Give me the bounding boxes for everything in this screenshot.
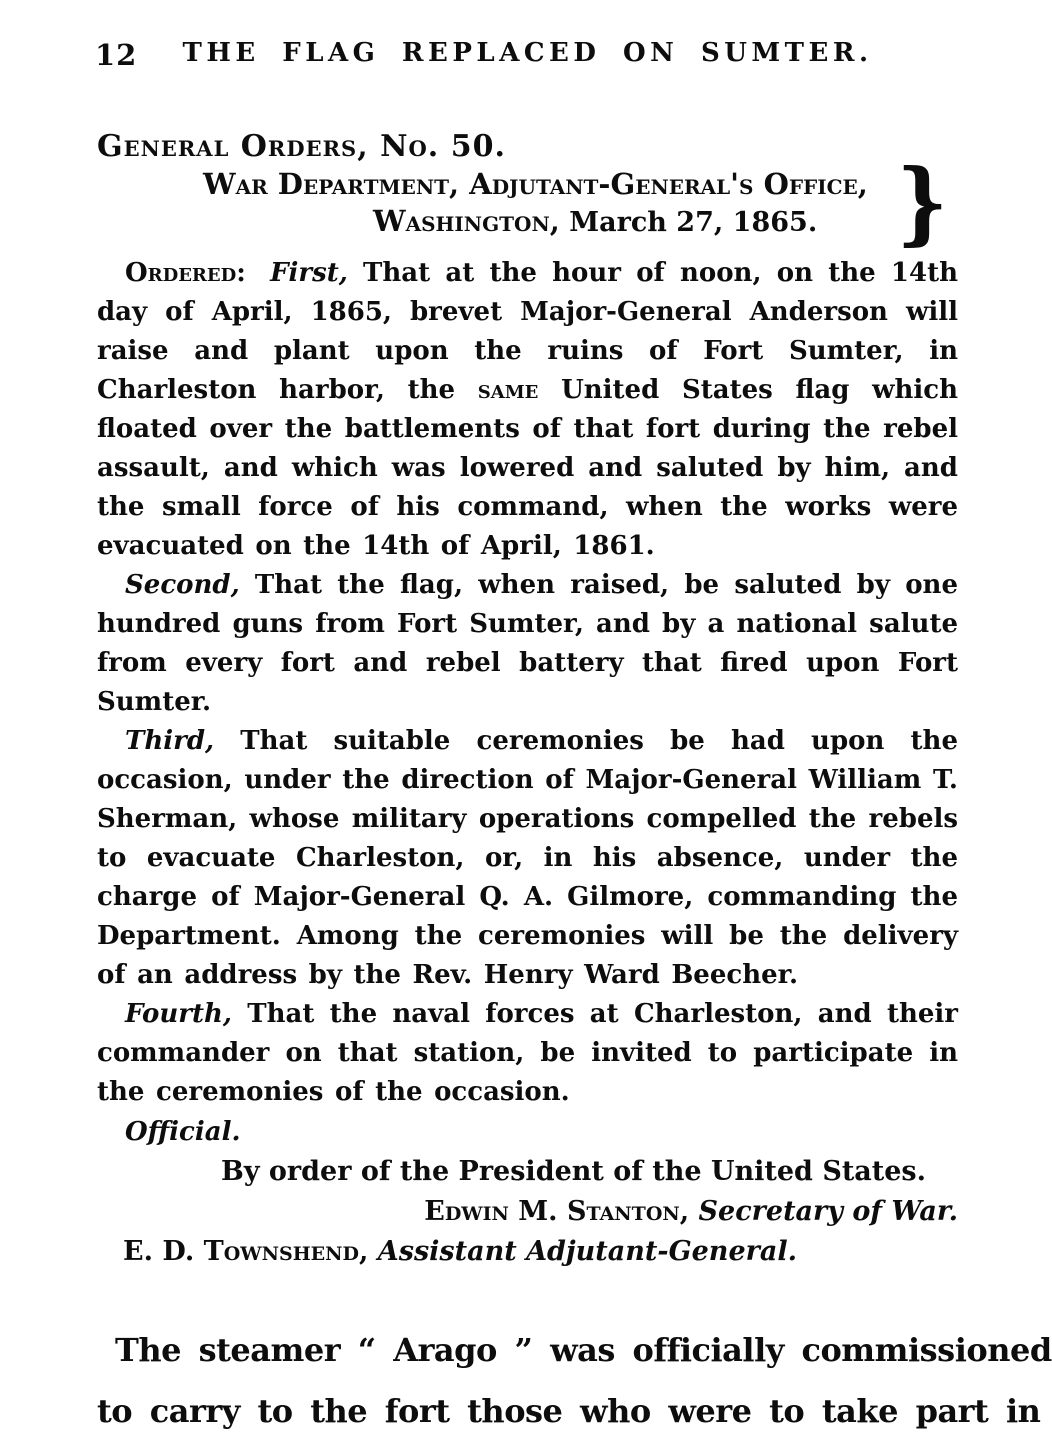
official-line: Official. — [125, 1117, 241, 1147]
running-header-title: THE FLAG REPLACED ON SUMTER. — [182, 38, 873, 68]
same-smallcaps: same — [477, 375, 539, 405]
signature-stanton — [97, 1192, 958, 1232]
signature-stanton-title: Secretary of War. — [698, 1196, 958, 1227]
general-order-section — [97, 128, 958, 1272]
signature-stanton-name: Edwin M. Stanton, — [424, 1196, 690, 1227]
order-dateline — [97, 149, 958, 255]
page-number: 12 — [95, 38, 138, 72]
dateline-brace-glyph: } — [896, 149, 948, 255]
order-paragraph-third — [97, 722, 958, 995]
dateline-department: War Department, Adjutant-General's Office, — [203, 167, 868, 201]
signature-townshend-name: E. D. Townshend, — [123, 1236, 369, 1267]
first-text-a: That at the hour of noon, on the 14th day of April, 1865, brevet Major-General Anderson will raise and plant upon the ruins of Fort Sumter, in Charleston harbor, the — [97, 258, 958, 405]
by-order-line: By order of the President of the United States. — [221, 1156, 927, 1187]
second-lead: Second, — [125, 570, 240, 600]
first-text-b: United States flag which floated over the battlements of that fort during the rebel assault, and which was lowered and saluted by him, and the small force of his command, when the works were evacuated on the 14th of April, 1861. — [97, 375, 958, 561]
first-lead: First, — [270, 258, 348, 288]
order-paragraph-fourth — [97, 995, 958, 1112]
dateline-place-date — [373, 203, 958, 241]
order-paragraph-first — [97, 254, 958, 566]
body-paragraph-arago — [97, 1320, 1052, 1442]
second-text: That the flag, when raised, be saluted by one hundred guns from Fort Sumter, and by a national salute from every fort and rebel battery that fired upon Fort Sumter. — [97, 570, 958, 717]
signature-townshend-title: Assistant Adjutant-General. — [377, 1236, 797, 1267]
dateline-date: March 27, 1865. — [569, 207, 818, 238]
signature-townshend — [123, 1232, 958, 1272]
third-lead: Third, — [125, 726, 215, 756]
ordered-label: Ordered: — [125, 258, 246, 288]
fourth-lead: Fourth, — [125, 999, 232, 1029]
dateline-city: Washington, — [373, 204, 560, 238]
fourth-text: That the naval forces at Charleston, and their commander on that station, be invited to participate in the ceremonies of the occasion. — [97, 999, 958, 1107]
body-line-1: The steamer “ Arago ” was officially commissioned — [115, 1331, 1052, 1369]
order-heading: General Orders, No. 50. — [97, 129, 506, 164]
body-line-2: to carry to the fort those who were to take part in — [97, 1392, 1041, 1430]
third-text: That suitable ceremonies be had upon the occasion, under the direction of Major-General William T. Sherman, whose military operations compelled the rebels to evacuate Charleston, or, in his absence, under the charge of Major-General Q. A. Gilmore, commanding the Department. Among the ceremonies will be the delivery of an address by the Rev. Henry Ward Beecher. — [97, 726, 958, 990]
running-header — [97, 38, 958, 72]
order-paragraph-second — [97, 566, 958, 722]
